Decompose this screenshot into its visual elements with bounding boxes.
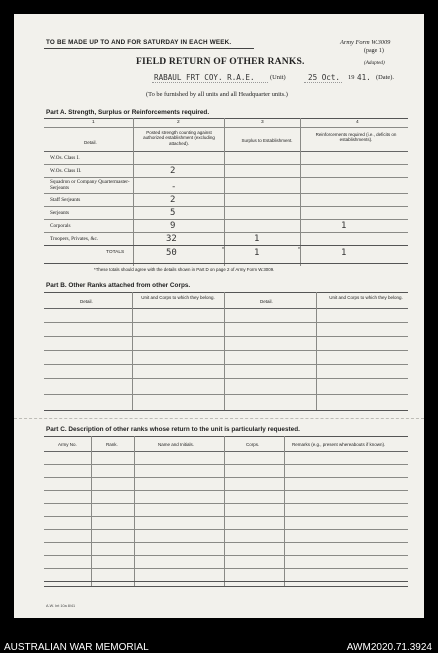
row-rule-before-totals [44,245,408,246]
part-c-vline-4 [284,436,285,586]
col-number-4: 4 [356,120,359,125]
row-strength-pte: 32 [166,234,177,244]
row-detail-cpl: Corporals [50,223,71,229]
row-strength-cqms: - [171,182,177,192]
form-sheet [14,14,424,618]
row-rule [44,336,408,337]
row-rule [44,555,408,556]
row-rule [44,364,408,365]
totals-surplus: 1 [254,248,260,258]
row-rule [44,322,408,323]
row-strength-cpl: 9 [170,221,176,231]
row-rule [44,516,408,517]
totals-asterisk: * [222,247,224,253]
form-title: FIELD RETURN OF OTHER RANKS. [136,56,305,67]
part-a-footnote: *These totals should agree with the details shown in Part D on page 2 of Army Form W.3009. [94,267,275,272]
part-c-bottom-rule [44,586,408,587]
totals-strength: 50 [166,248,177,258]
row-detail-staff-sjt: Staff Serjeants [50,197,81,203]
instruction-underline [44,48,254,49]
part-c-header-name: Name and Initials. [158,442,195,447]
row-rule [44,378,408,379]
totals-reinforcements: 1 [341,248,347,258]
part-c-title: Part C. Description of other ranks whose return to the unit is particularly requested. [46,426,300,433]
part-b-vline-1 [132,292,133,410]
row-rule [44,490,408,491]
form-number: Army Form W.3009 [340,39,391,46]
row-surplus-pte: 1 [254,234,260,244]
part-b-header-unit-1: Unit and Corps to which they belong. [141,295,215,300]
part-c-header-rank: Rank. [106,442,118,447]
date-year-prefix: 19 [348,74,355,81]
row-rule [44,477,408,478]
row-strength-wo2: 2 [170,166,176,176]
totals-asterisk: * [298,247,300,253]
row-strength-staff-sjt: 2 [170,195,176,205]
row-rule [44,542,408,543]
date-day: 25 Oct. [308,73,341,82]
print-code: A.W. Int 10a 8/41 [46,604,76,608]
part-a-header-rule [44,151,408,152]
adapted-note: (Adapted) [364,60,385,66]
part-a-number-rule [44,127,408,128]
row-detail-wo2: W.Os. Class II. [50,168,82,174]
part-b-title: Part B. Other Ranks attached from other Corps. [46,282,191,289]
col-number-1: 1 [92,120,95,125]
part-c-header-rule [44,451,408,452]
part-b-header-unit-2: Unit and Corps to which they belong. [329,295,403,300]
row-detail-sjt: Serjeants [50,210,70,216]
page-note: (page 1) [364,48,384,54]
date-dotline [304,82,342,83]
part-c-header-remarks: Remarks (e.g., present whereabouts if known). [292,442,386,447]
date-label: (Date). [376,74,394,81]
part-b-header-rule [44,308,408,309]
part-a-top-rule [44,118,408,119]
row-rule [44,464,408,465]
row-detail-cqms: Squadron or Company Quartermaster-Serjeants [50,179,130,191]
part-b-header-detail-1: Detail. [80,299,93,304]
part-a-vline-3 [300,118,301,266]
part-a-vline-2 [224,118,225,266]
part-b-bottom-rule [44,410,408,411]
part-c-header-army-no: Army No. [58,442,77,447]
row-rule [44,206,408,207]
part-c-vline-3 [224,436,225,586]
row-reinf-cpl: 1 [341,221,347,231]
unit-value: RABAUL FRT COY. R.A.E. [154,73,255,82]
totals-label: TOTALS [106,250,125,255]
row-rule [44,219,408,220]
col-header-reinforcements: Reinforcements required (i.e., deficits on establishments). [315,132,397,143]
col-header-detail: Detail. [84,140,97,145]
unit-dotline [152,82,268,83]
part-c-vline-2 [134,436,135,586]
col-header-surplus: Surplus to Establishment. [241,138,293,143]
row-detail-wo1: W.Os. Class I. [50,155,80,161]
part-c-header-corps: Corps. [246,442,260,447]
part-a-title: Part A. Strength, Surplus or Reinforcements required. [46,109,210,116]
row-strength-sjt: 5 [170,208,176,218]
row-rule [44,193,408,194]
footer-institution: AUSTRALIAN WAR MEMORIAL [4,642,149,653]
col-header-strength: Posted strength counting against authorized establishment (excluding attached). [143,130,215,146]
unit-label: (Unit) [270,74,286,81]
row-rule [44,177,408,178]
part-b-top-rule [44,292,408,293]
date-year: 41. [357,73,371,82]
part-b-vline-2 [224,292,225,410]
col-number-2: 2 [177,120,180,125]
part-b-header-detail-2: Detail. [260,299,273,304]
part-b-vline-3 [316,292,317,410]
row-rule [44,232,408,233]
row-rule [44,568,408,569]
row-rule [44,350,408,351]
instruction-text: TO BE MADE UP TO AND FOR SATURDAY IN EACH WEEK. [46,39,232,46]
part-c-vline-1 [91,436,92,586]
fold-line [14,418,424,419]
row-rule [44,164,408,165]
furnish-note: (To be furnished by all units and all Headquarter units.) [146,91,288,98]
col-number-3: 3 [261,120,264,125]
footer-accession-number: AWM2020.71.3924 [346,642,432,653]
row-rule [44,529,408,530]
part-c-top-rule [44,436,408,437]
row-rule [44,394,408,395]
part-a-bottom-rule [44,263,408,264]
part-c-rule [44,581,408,582]
part-a-vline-1 [133,118,134,266]
row-rule [44,503,408,504]
row-detail-pte: Troopers, Privates, &c. [50,236,99,242]
